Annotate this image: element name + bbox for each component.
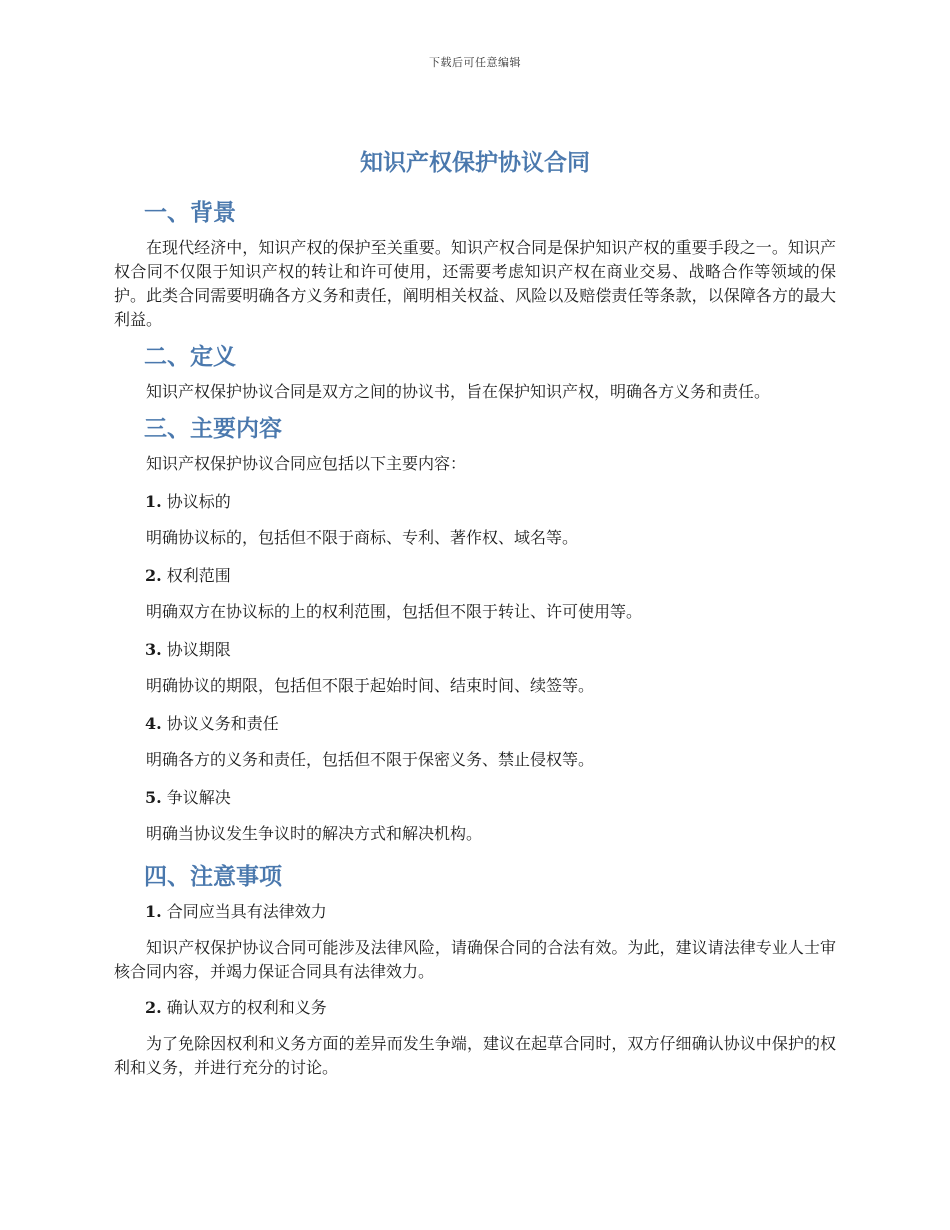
- section-heading-background: 一、背景: [144, 200, 236, 226]
- list-item-title: 4. 协议义务和责任: [145, 714, 279, 733]
- list-item-text: 明确双方在协议标的上的权利范围，包括但不限于转让、许可使用等。: [146, 602, 643, 621]
- list-item-text: 明确协议标的，包括但不限于商标、专利、著作权、域名等。: [146, 528, 579, 547]
- list-item-title: 2. 确认双方的权利和义务: [145, 998, 327, 1017]
- list-item-text: 明确当协议发生争议时的解决方式和解决机构。: [146, 824, 483, 843]
- section-paragraph: 知识产权保护协议合同是双方之间的协议书，旨在保护知识产权，明确各方义务和责任。: [146, 382, 771, 401]
- list-item-title: 2. 权利范围: [145, 566, 231, 585]
- page-header: 下载后可任意编辑: [429, 56, 521, 69]
- list-item-text: 为了免除因权利和义务方面的差异而发生争端，建议在起草合同时，双方仔细确认协议中保护的权利和义务，并进行充分的讨论。: [114, 1034, 836, 1077]
- document-body: [114, 146, 836, 1088]
- section-paragraph: 在现代经济中，知识产权的保护至关重要。知识产权合同是保护知识产权的重要手段之一。知识产权合同不仅限于知识产权的转让和许可使用，还需要考虑知识产权在商业交易、战略合作等领域的保护。此类合同需要明确各方义务和责任，阐明相关权益、风险以及赔偿责任等条款，以保障各方的最大利益。: [114, 238, 836, 329]
- list-item-text: 知识产权保护协议合同可能涉及法律风险，请确保合同的合法有效。为此，建议请法律专业人士审核合同内容，并竭力保证合同具有法律效力。: [114, 938, 836, 981]
- document-title: 知识产权保护协议合同: [360, 150, 590, 176]
- list-item-title: 1. 协议标的: [145, 492, 231, 511]
- section-heading-notes: 四、注意事项: [144, 864, 282, 890]
- section-intro: 知识产权保护协议合同应包括以下主要内容：: [146, 454, 467, 473]
- list-item-title: 1. 合同应当具有法律效力: [145, 902, 327, 921]
- list-item-title: 5. 争议解决: [145, 788, 231, 807]
- section-heading-main-content: 三、主要内容: [144, 416, 282, 442]
- list-item-text: 明确协议的期限，包括但不限于起始时间、结束时间、续签等。: [146, 676, 595, 695]
- section-heading-definition: 二、定义: [144, 344, 236, 370]
- list-item-text: 明确各方的义务和责任，包括但不限于保密义务、禁止侵权等。: [146, 750, 595, 769]
- list-item-title: 3. 协议期限: [145, 640, 231, 659]
